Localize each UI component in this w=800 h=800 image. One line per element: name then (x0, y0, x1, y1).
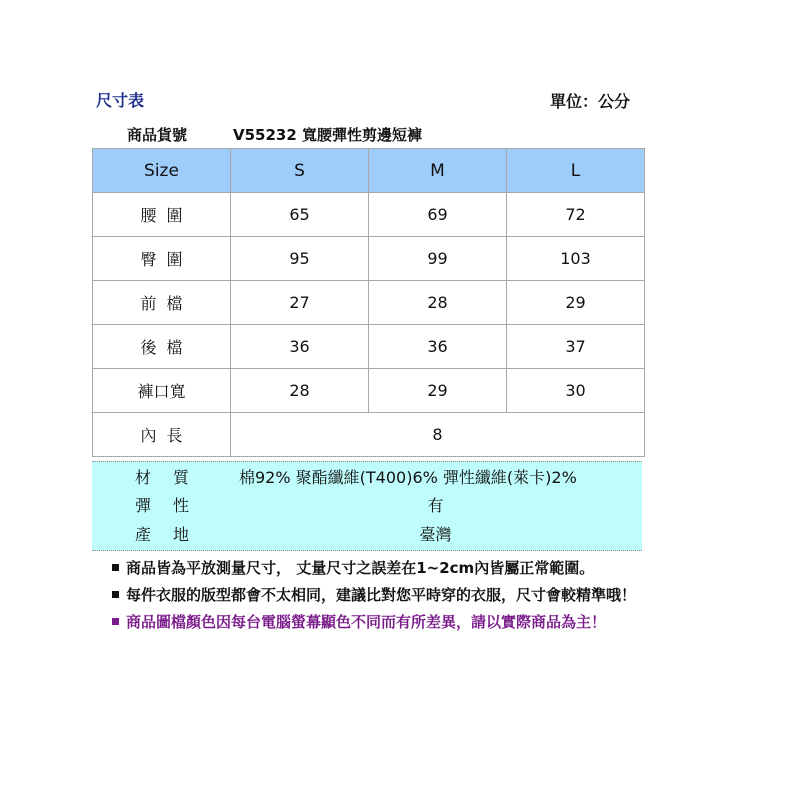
cell-value: 28 (369, 281, 507, 325)
material-row (92, 465, 642, 493)
header-l: L (507, 149, 645, 193)
elasticity-label: 彈性 (135, 496, 212, 515)
cell-value: 30 (507, 369, 645, 413)
row-label: 褲口寬 (93, 369, 231, 413)
product-code: V55232 寬腰彈性剪邊短褲 (233, 126, 423, 144)
row-label: 前檔 (93, 281, 231, 325)
header-s: S (231, 149, 369, 193)
origin-row (92, 522, 642, 550)
square-bullet-icon (112, 564, 119, 571)
cell-value: 65 (231, 193, 369, 237)
elasticity-value: 有 (427, 496, 444, 515)
note-item (112, 585, 636, 612)
note-item (112, 558, 636, 585)
elasticity-row (92, 493, 642, 521)
cell-value: 28 (231, 369, 369, 413)
cell-value: 29 (507, 281, 645, 325)
table-row (93, 237, 645, 281)
cell-value: 37 (507, 325, 645, 369)
size-table (92, 148, 645, 457)
header-size: Size (93, 149, 231, 193)
note-text: 商品圖檔顏色因每台電腦螢幕顯色不同而有所差異，請以實際商品為主！ (126, 613, 607, 631)
table-row (93, 369, 645, 413)
square-bullet-icon (112, 591, 119, 598)
row-label: 臀圍 (93, 237, 231, 281)
cell-value: 99 (369, 237, 507, 281)
header-m: M (369, 149, 507, 193)
product-label: 商品貨號 (127, 126, 188, 144)
material-label: 材質 (135, 468, 212, 487)
table-row (93, 413, 645, 457)
material-box (92, 461, 642, 551)
table-row (93, 193, 645, 237)
row-label: 後檔 (93, 325, 231, 369)
cell-value: 29 (369, 369, 507, 413)
note-text: 商品皆為平放測量尺寸， 丈量尺寸之誤差在1~2cm內皆屬正常範圍。 (126, 559, 595, 577)
origin-label: 產地 (135, 525, 212, 544)
material-value: 棉92% 聚酯纖維(T400)6% 彈性纖維(萊卡)2% (239, 468, 577, 487)
unit-label: 單位：公分 (550, 92, 631, 111)
origin-value: 臺灣 (419, 525, 452, 544)
cell-value: 69 (369, 193, 507, 237)
cell-value: 36 (231, 325, 369, 369)
cell-value: 95 (231, 237, 369, 281)
note-text: 每件衣服的版型都會不太相同，建議比對您平時穿的衣服，尺寸會較精準哦！ (126, 586, 637, 604)
row-label: 內長 (93, 413, 231, 457)
table-header-row (93, 149, 645, 193)
note-item (112, 612, 636, 639)
cell-value: 103 (507, 237, 645, 281)
merged-cell-value: 8 (231, 413, 645, 457)
cell-value: 36 (369, 325, 507, 369)
square-bullet-icon (112, 618, 119, 625)
cell-value: 72 (507, 193, 645, 237)
notes-list (112, 558, 636, 639)
table-row (93, 281, 645, 325)
cell-value: 27 (231, 281, 369, 325)
row-label: 腰圍 (93, 193, 231, 237)
table-row (93, 325, 645, 369)
product-row (127, 124, 423, 145)
page-title: 尺寸表 (96, 91, 145, 110)
